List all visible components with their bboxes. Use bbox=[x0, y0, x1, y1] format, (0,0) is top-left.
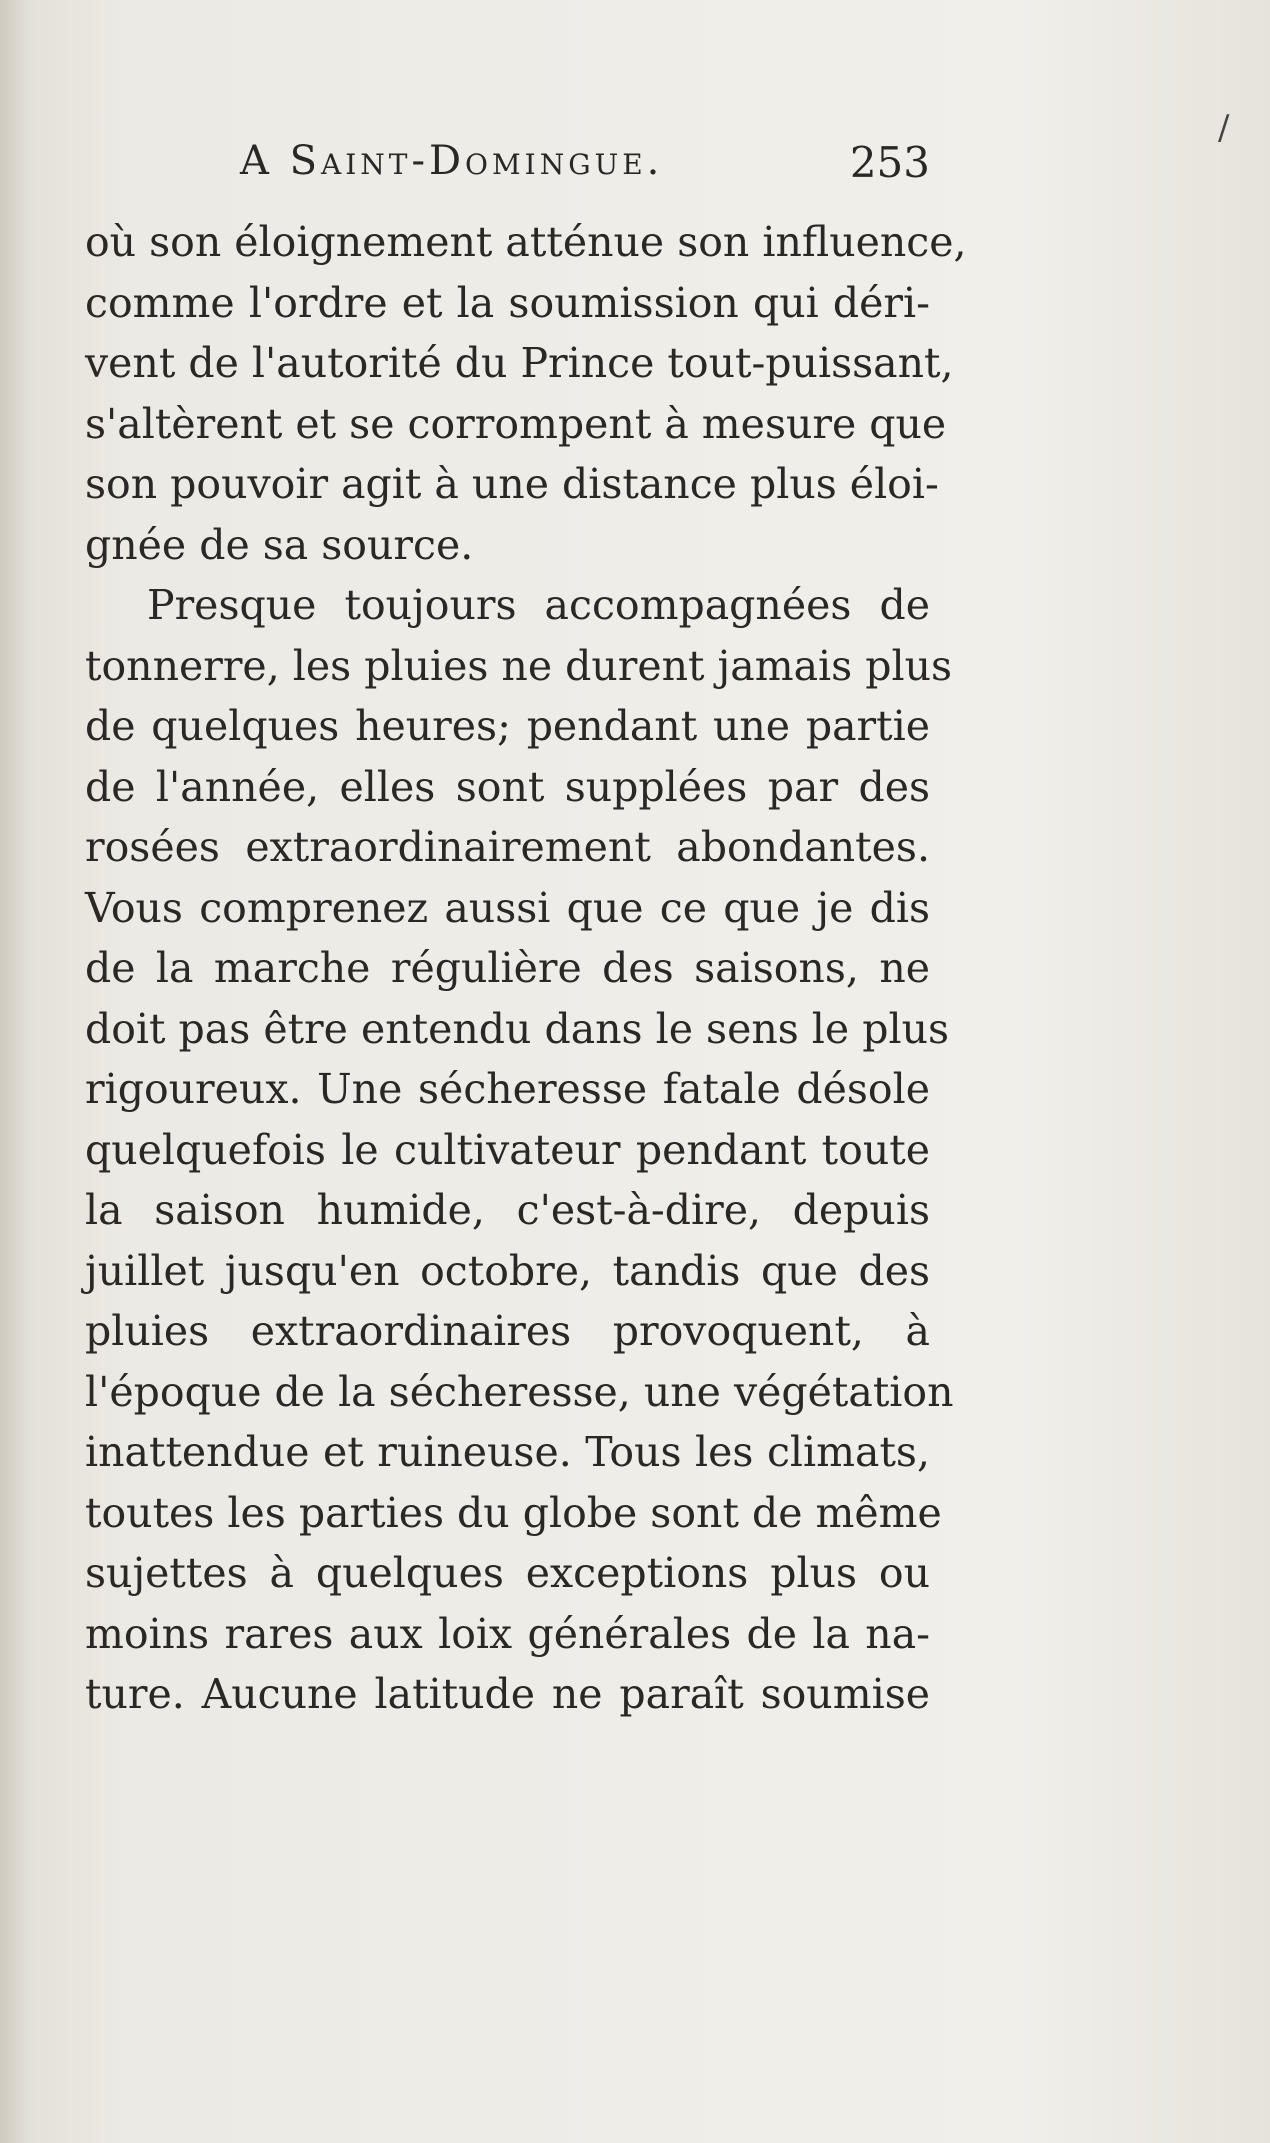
body-text bbox=[85, 212, 967, 1725]
text-line: toutes les parties du globe sont de même bbox=[85, 1488, 942, 1537]
text-line: son pouvoir agit à une distance plus éloi- bbox=[85, 460, 939, 508]
text-line: juillet jusqu'en octobre, tandis que des bbox=[85, 1246, 930, 1295]
text-line: s'altèrent et se corrompent à mesure que bbox=[85, 399, 947, 448]
text-line: tonnerre, les pluies ne durent jamais plus bbox=[85, 641, 953, 690]
text-line: pluies extraordinaires provoquent, à bbox=[85, 1307, 930, 1355]
text-line: l'époque de la sécheresse, une végétation bbox=[85, 1367, 954, 1416]
text-line: la saison humide, c'est-à-dire, depuis bbox=[85, 1186, 930, 1234]
running-head bbox=[240, 138, 930, 198]
text-line: vent de l'autorité du Prince tout-puissant, bbox=[85, 339, 954, 387]
pencil-mark: / bbox=[1218, 108, 1230, 148]
text-line: inattendue et ruineuse. Tous les climats, bbox=[85, 1428, 930, 1476]
running-head-title: A Saint-Domingue. bbox=[240, 138, 664, 184]
text-line: de la marche régulière des saisons, ne bbox=[85, 944, 930, 992]
text-line: sujettes à quelques exceptions plus ou bbox=[85, 1549, 930, 1597]
text-line: rigoureux. Une sécheresse fatale désole bbox=[85, 1065, 930, 1113]
page-number: 253 bbox=[849, 138, 930, 187]
paragraph-start-line: Presque toujours accompagnées de bbox=[147, 581, 930, 629]
text-line: ture. Aucune latitude ne paraît soumise bbox=[85, 1670, 930, 1718]
text-line: de quelques heures; pendant une partie bbox=[85, 702, 930, 750]
text-line: quelquefois le cultivateur pendant toute bbox=[85, 1125, 930, 1174]
text-line: doit pas être entendu dans le sens le plus bbox=[85, 1004, 950, 1053]
text-line: gnée de sa source. bbox=[85, 520, 474, 569]
text-line: moins rares aux loix générales de la na- bbox=[85, 1609, 930, 1658]
text-line: où son éloignement atténue son influence, bbox=[85, 218, 967, 266]
text-line: comme l'ordre et la soumission qui déri- bbox=[85, 278, 930, 327]
text-line: rosées extraordinairement abondantes. bbox=[85, 823, 930, 871]
text-line: Vous comprenez aussi que ce que je dis bbox=[85, 883, 930, 932]
text-line: de l'année, elles sont supplées par des bbox=[85, 762, 930, 811]
